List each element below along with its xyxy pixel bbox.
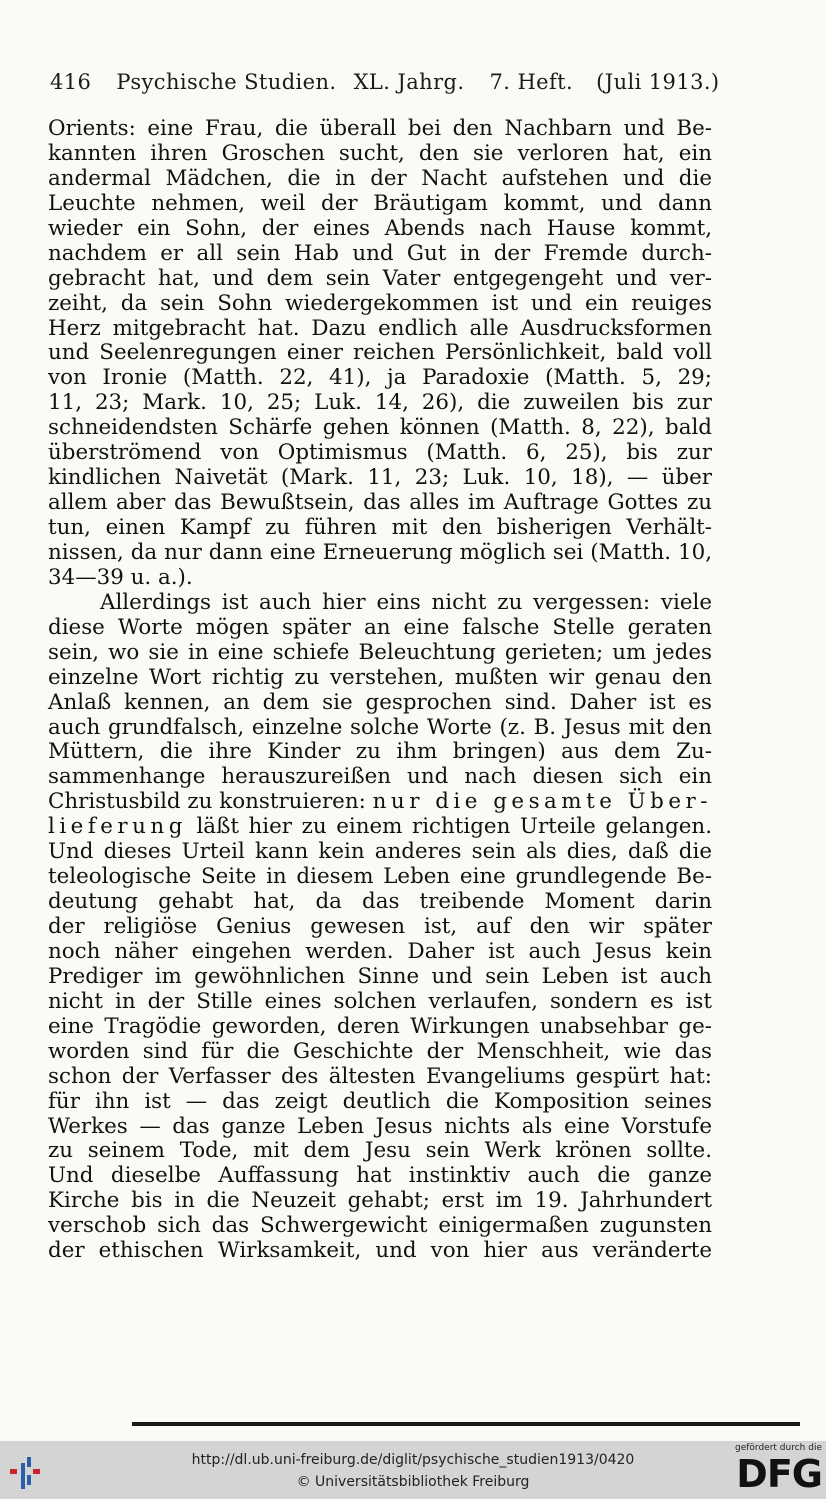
text-line: andermal Mädchen, die in der Nacht aufstehen und die: [48, 165, 712, 191]
text-line: Leuchte nehmen, weil der Bräutigam kommt, und dann: [48, 190, 712, 216]
text-line: einzelne Wort richtig zu verstehen, mußten wir genau den: [48, 664, 712, 690]
text-line: wieder ein Sohn, der eines Abends nach Hause kommt,: [48, 215, 712, 241]
text-line: allem aber das Bewußtsein, das alles im Auftrage Gottes zu: [48, 490, 712, 516]
text-line: Und dieselbe Auffassung hat instinktiv auch die ganze: [48, 1163, 712, 1189]
emphasized-text: lieferung: [48, 814, 187, 840]
text-segment: läßt hier zu einem richtigen Urteile gelangen.: [196, 814, 712, 840]
text-line: gebracht hat, und dem sein Vater entgegengeht und ver-: [48, 265, 712, 291]
text-line: Prediger im gewöhnlichen Sinne und sein Leben ist auch: [48, 963, 712, 989]
text-line: Müttern, die ihre Kinder zu ihm bringen) aus dem Zu-: [48, 739, 712, 765]
footer-bar: [0, 1441, 826, 1499]
text-line: worden sind für die Geschichte der Menschheit, wie das: [48, 1038, 712, 1064]
text-line: nicht in der Stille eines solchen verlaufen, sondern es ist: [48, 988, 712, 1014]
text-line: Und dieses Urteil kann kein anderes sein als dies, daß die: [48, 839, 712, 865]
text-line: deutung gehabt hat, da das treibende Moment darin: [48, 889, 712, 915]
text-line: 11, 23; Mark. 10, 25; Luk. 14, 26), die zuweilen bis zur: [48, 390, 712, 416]
emphasized-text: nur die gesamte Über-: [372, 789, 712, 815]
journal-title: Psychische Studien.: [116, 70, 337, 94]
text-line: auch grundfalsch, einzelne solche Worte (z. B. Jesus mit den: [48, 714, 712, 740]
text-line: zeiht, da sein Sohn wiedergekommen ist und ein reuiges: [48, 290, 712, 316]
text-line: überströmend von Optimismus (Matth. 6, 25), bis zur: [48, 440, 712, 466]
text-line: der ethischen Wirksamkeit, und von hier aus veränderte: [48, 1238, 712, 1264]
text-line-mixed: [48, 790, 712, 815]
source-url-link[interactable]: http://dl.ub.uni-freiburg.de/diglit/psychische_studien1913/0420: [191, 1452, 635, 1468]
body-text: [48, 117, 712, 1264]
text-line: schon der Verfasser des ältesten Evangeliums gespürt hat:: [48, 1063, 712, 1089]
text-line: 34—39 u. a.).: [48, 564, 193, 590]
issue-date: (Juli 1913.): [596, 70, 720, 94]
text-segment: Christusbild zu konstruieren:: [48, 789, 366, 815]
bottom-rule: [132, 1422, 800, 1426]
text-line: diese Worte mögen später an eine falsche Stelle geraten: [48, 614, 712, 640]
text-line: nachdem er all sein Hab und Gut in der Fremde durch-: [48, 240, 712, 266]
text-line: kindlichen Naivetät (Mark. 11, 23; Luk. 10, 18), — über: [48, 465, 712, 491]
text-line: tun, einen Kampf zu führen mit den bisherigen Verhält-: [48, 515, 712, 540]
text-line: kannten ihren Groschen sucht, den sie verloren hat, ein: [48, 140, 712, 166]
text-line: und Seelenregungen einer reichen Persönlichkeit, bald voll: [48, 340, 712, 366]
text-line: nissen, da nur dann eine Erneuerung möglich sei (Matth. 10,: [48, 539, 712, 565]
text-line: verschob sich das Schwergewicht einigermaßen zugunsten: [48, 1213, 712, 1239]
copyright-notice: © Universitätsbibliothek Freiburg: [296, 1474, 530, 1490]
text-line: für ihn ist — das zeigt deutlich die Komposition seines: [48, 1088, 712, 1114]
page-number: 416: [50, 70, 92, 94]
text-line: Werkes — das ganze Leben Jesus nichts als eine Vorstufe: [48, 1113, 712, 1139]
text-line: sein, wo sie in eine schiefe Beleuchtung gerieten; um jedes: [48, 639, 712, 665]
issue-label: 7. Heft.: [489, 70, 574, 94]
text-line: eine Tragödie geworden, deren Wirkungen unabsehbar ge-: [48, 1013, 712, 1039]
text-line: Anlaß kennen, an dem sie gesprochen sind. Daher ist es: [48, 689, 712, 715]
volume-label: XL. Jahrg.: [353, 70, 465, 94]
text-line: noch näher eingehen werden. Daher ist auch Jesus kein: [48, 938, 712, 964]
text-line: Kirche bis in die Neuzeit gehabt; erst im 19. Jahrhundert: [48, 1188, 712, 1214]
text-line: der religiöse Genius gewesen ist, auf den wir später: [48, 914, 712, 939]
running-header: [50, 70, 750, 100]
text-line: zu seinem Tode, mit dem Jesu sein Werk krönen sollte.: [48, 1138, 712, 1164]
text-line: Orients: eine Frau, die überall bei den Nachbarn und Be-: [48, 116, 712, 141]
text-line: teleologische Seite in diesem Leben eine grundlegende Be-: [48, 864, 712, 890]
text-line: Herz mitgebracht hat. Dazu endlich alle Ausdrucksformen: [48, 315, 712, 341]
dfg-logo-text: DFG: [736, 1452, 822, 1496]
paragraph-start-line: Allerdings ist auch hier eins nicht zu vergessen: viele: [100, 589, 712, 615]
dfg-sponsor-logo[interactable]: [728, 1443, 822, 1497]
text-line: schneidendsten Schärfe gehen können (Matth. 8, 22), bald: [48, 415, 712, 441]
text-line-mixed: [48, 815, 712, 840]
text-line: sammenhange herauszureißen und nach diesen sich ein: [48, 764, 712, 790]
text-line: von Ironie (Matth. 22, 41), ja Paradoxie (Matth. 5, 29;: [48, 365, 712, 391]
sponsor-caption: gefördert durch die: [735, 1443, 822, 1453]
